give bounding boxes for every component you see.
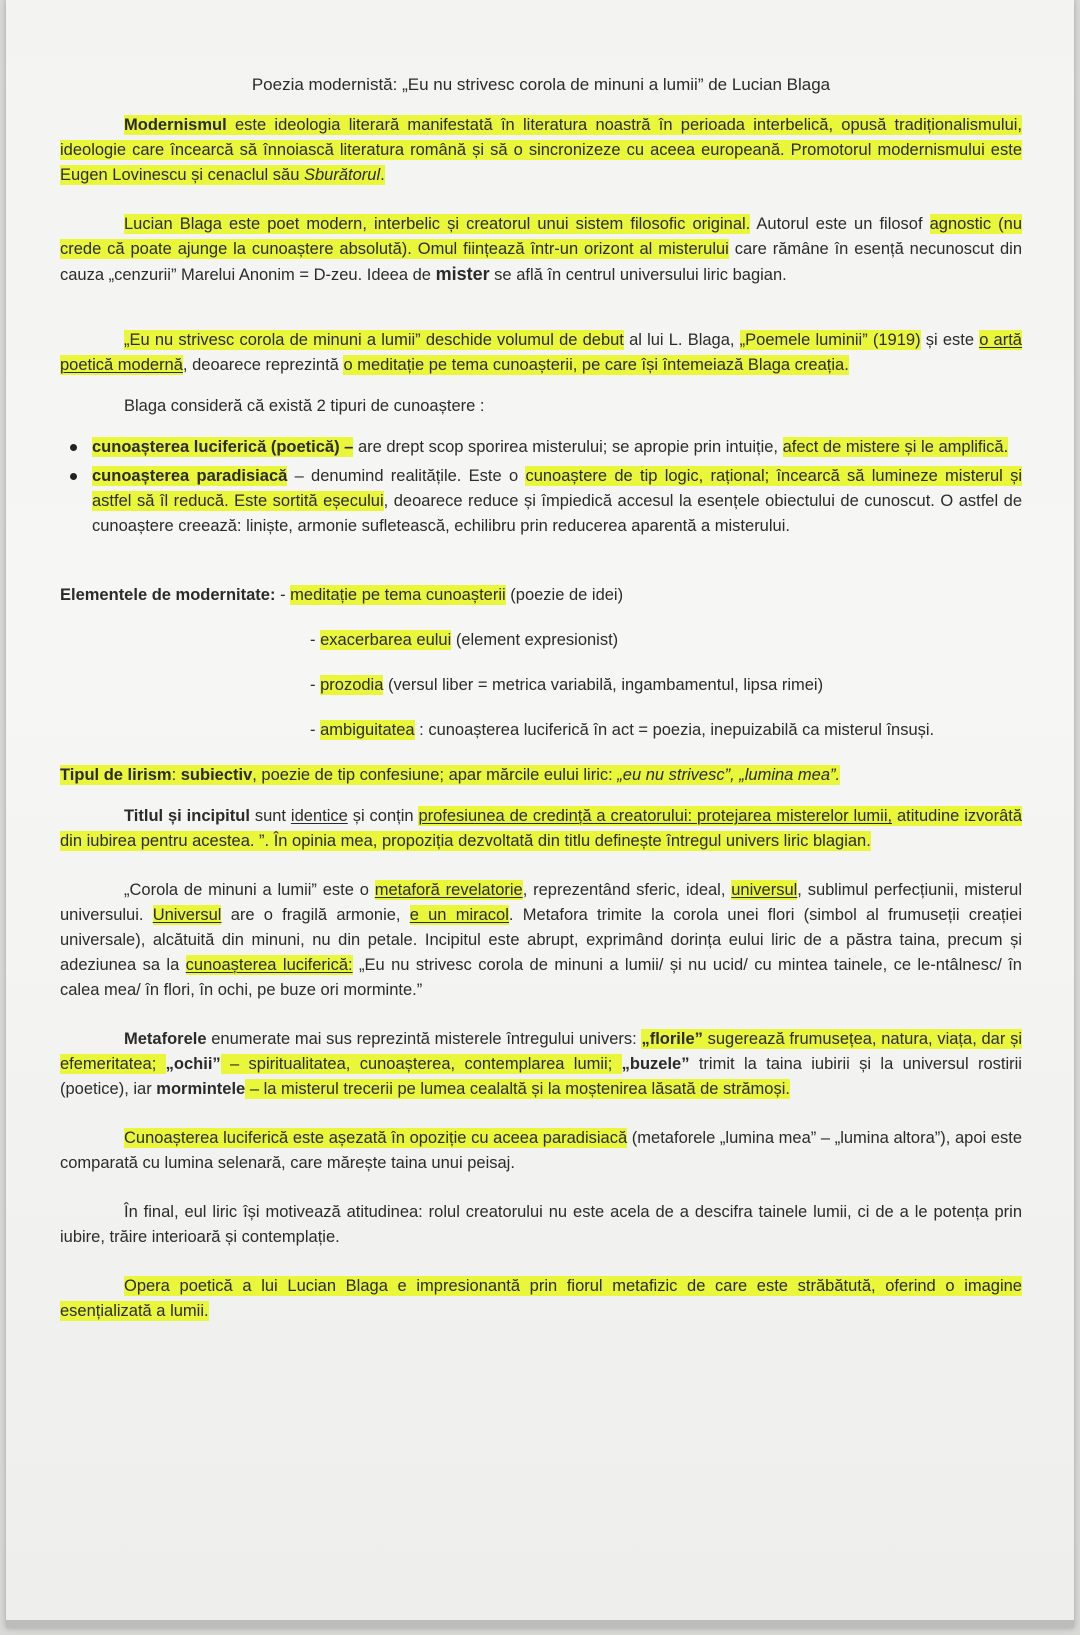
paragraph-metaphors-list: Metaforele enumerate mai sus reprezintă misterele întregului univers: „florile” sugerează frumusețea, natura, viața, dar și efemeritatea; „ochii” – spiritualitatea, cunoașterea, contemplarea lumii; „buzele” trimit la taina iubirii și la universul rostirii (poetice), iar mormintele – la misterul trecerii pe lumea cealaltă și la moștenirea lăsată de strămoși. xyxy=(60,1030,1022,1098)
list-item: - exacerbarea eului (element expresionist) xyxy=(310,631,619,649)
term-modernism: Modernismul xyxy=(124,116,227,134)
list-item: - ambiguitatea : cunoașterea luciferică în act = poezia, inepuizabilă ca misterul însuși. xyxy=(310,721,935,739)
term-mister: mister xyxy=(435,264,490,284)
list-item: cunoașterea luciferică (poetică) – are drept scop sporirea misterului; se apropie prin intuiție, afect de mistere și le amplifică. xyxy=(92,435,1022,460)
paragraph-metaphor: „Corola de minuni a lumii” este o metaforă revelatorie, reprezentând sferic, ideal, universul, sublimul perfecțiunii, misterul universului. Universul are o fragilă armonie, e un miracol. Metafora trimite la corola unei flori (simbol al frumuseții creației universale), alcătuită din minuni, nu din petale. Incipitul este abrupt, exprimând dorința eului liric de a păstra taina, precum și adeziunea sa la cunoașterea luciferică: „Eu nu strivesc corola de minuni a lumii/ și nu ucid/ cu mintea tainele, ce le-ntâlnesc/ în calea mea/ în flori, în ochi, pe buze ori morminte.” xyxy=(60,881,1022,999)
knowledge-types-list xyxy=(60,435,1022,539)
paragraph-opposition: Cunoașterea luciferică este așezată în opoziție cu aceea paradisiacă (metaforele „lumina mea” – „lumina altora”), apoi este comparată cu lumina selenară, care mărește taina unui peisaj. xyxy=(60,1129,1022,1172)
paragraph-title-incipit: Titlul și incipitul sunt identice și conțin profesiunea de credință a creatorului: protejarea misterelor lumii, atitudine izvorâtă din iubirea pentru acestea. ”. În opinia mea, propoziția dezvoltată din titlu definește întregul univers liric blagian. xyxy=(60,807,1023,850)
paragraph-final: În final, eul liric își motivează atitudinea: rolul creatorului nu este acela de a descifra tainele lumii, ci de a le potența prin iubire, trăire interioară și contemplație. xyxy=(60,1203,1022,1246)
document-page xyxy=(6,0,1074,1628)
modernity-list xyxy=(60,628,1022,743)
list-item: - prozodia (versul liber = metrica variabilă, ingambamentul, lipsa rimei) xyxy=(310,676,824,694)
paragraph-blaga-intro: Lucian Blaga este poet modern, interbelic și creatorul unui sistem filosofic original. Autorul este un filosof agnostic (nu crede că poate ajunge la cunoaștere absolută). Omul ființează într-un orizont al misterului care rămâne în esență necunoscut din cauza „cenzurii” Marelui Anonim = D-zeu. Ideea de mister se află în centrul universului liric bagian. xyxy=(60,215,1023,284)
paragraph-knowledge-types-intro: Blaga consideră că există 2 tipuri de cunoaștere : xyxy=(124,397,485,415)
paragraph-ars-poetica: „Eu nu strivesc corola de minuni a lumii” deschide volumul de debut al lui L. Blaga, „Poemele luminii” (1919) și este o artă poetică modernă, deoarece reprezintă o meditație pe tema cunoașterii, pe care își întemeiază Blaga creația. xyxy=(60,331,1022,374)
paragraph-conclusion: Opera poetică a lui Lucian Blaga e impresionantă prin fiorul metafizic de care este străbătută, oferind o imagine esențializată a lumii. xyxy=(60,1277,1022,1320)
paragraph-modernism: Modernismul este ideologia literară manifestată în literatura noastră în perioada interbelică, opusă tradiționalismului, ideologie care încearcă să înnoiască literatura română și să o sincronizeze cu aceea europeană. Promotorul modernismului este Eugen Lovinescu și cenaclul său Sburătorul. xyxy=(60,116,1022,184)
list-item: cunoașterea paradisiacă – denumind realitățile. Este o cunoaștere de tip logic, rațional; încearcă să lumineze misterul și astfel să îl reducă. Este sortită eșecului, deoarece reduce și împiedică accesul la esențele obiectului de cunoscut. O astfel de cunoaștere creează: liniște, armonie sufletească, echilibru prin reducerea aparentă a misterului. xyxy=(92,464,1022,539)
page-bottom-edge xyxy=(6,1620,1074,1628)
page-title: Poezia modernistă: „Eu nu strivesc corola de minuni a lumii” de Lucian Blaga xyxy=(251,75,831,94)
modernity-elements: Elementele de modernitate: - meditație pe tema cunoașterii (poezie de idei) - exacerbarea eului (element expresionist) - prozodia (versul liber = metrica variabilă, ingambamentul, lipsa rimei) - ambiguitatea : cunoașterea luciferică în act = poezia, inepuizabilă ca misterul însuși. xyxy=(60,583,1022,743)
modernity-label: Elementele de modernitate: xyxy=(60,586,276,604)
paragraph-lirism: Tipul de lirism: subiectiv, poezie de tip confesiune; apar mărcile eului liric: „eu nu strivesc”, „lumina mea”. xyxy=(60,766,841,784)
